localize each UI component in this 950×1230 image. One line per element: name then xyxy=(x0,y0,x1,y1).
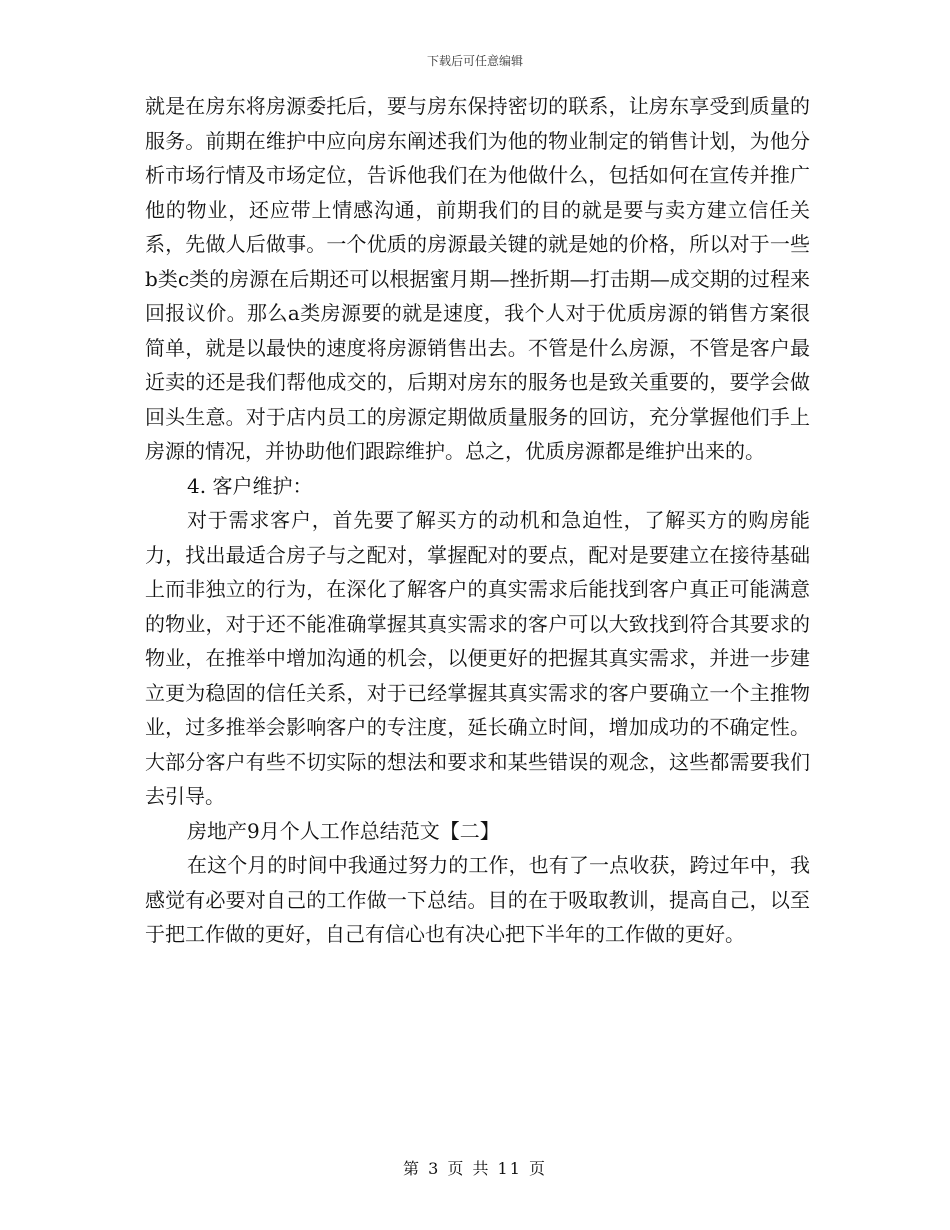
paragraph-customer-maintenance: 对于需求客户，首先要了解买方的动机和急迫性，了解买方的购房能力，找出最适合房子与之配对，掌握配对的要点，配对是要建立在接待基础上而非独立的行为，在深化了解客户的真实需求后能找到客户真正可能满意的物业，对于还不能准确掌握其真实需求的客户可以大致找到符合其要求的物业，在推举中增加沟通的机会，以便更好的把握其真实需求，并进一步建立更为稳固的信任关系，对于已经掌握其真实需求的客户要确立一个主推物业，过多推举会影响客户的专注度，延长确立时间，增加成功的不确定性。大部分客户有些不切实际的想法和要求和某些错误的观念，这些都需要我们去引导。 xyxy=(145,508,810,808)
document-body xyxy=(145,89,810,952)
paragraph-1: 就是在房东将房源委托后，要与房东保持密切的联系，让房东享受到质量的服务。前期在维护中应向房东阐述我们为他的物业制定的销售计划，为他分析市场行情及市场定位，告诉他我们在为他做什么，包括如何在宣传并推广他的物业，还应带上情感沟通，前期我们的目的就是要与卖方建立信任关系，先做人后做事。一个优质的房源最关键的就是她的价格，所以对于一些b类c类的房源在后期还可以根据蜜月期—挫折期—打击期—成交期的过程来回报议价。那么a类房源要的就是速度，我个人对于优质房源的销售方案很简单，就是以最快的速度将房源销售出去。不管是什么房源，不管是客户最近卖的还是我们帮他成交的，后期对房东的服务也是致关重要的，要学会做回头生意。对于店内员工的房源定期做质量服务的回访，充分掌握他们手上房源的情况，并协助他们跟踪维护。总之，优质房源都是维护出来的。 xyxy=(145,94,810,463)
paragraph-part-two-intro: 在这个月的时间中我通过努力的工作，也有了一点收获，跨过年中，我感觉有必要对自己的工作做一下总结。目的在于吸取教训，提高自己，以至于把工作做的更好，自己有信心也有决心把下半年的工作做的更好。 xyxy=(145,853,810,946)
section-heading-customer-maintenance: 4. 客户维护： xyxy=(187,473,313,498)
page-number-footer: 第 3 页 共 11 页 xyxy=(403,1159,547,1178)
page-header: 下载后可任意编辑 xyxy=(426,54,523,68)
section-title-part-two: 房地产9月个人工作总结范文【二】 xyxy=(187,818,500,843)
